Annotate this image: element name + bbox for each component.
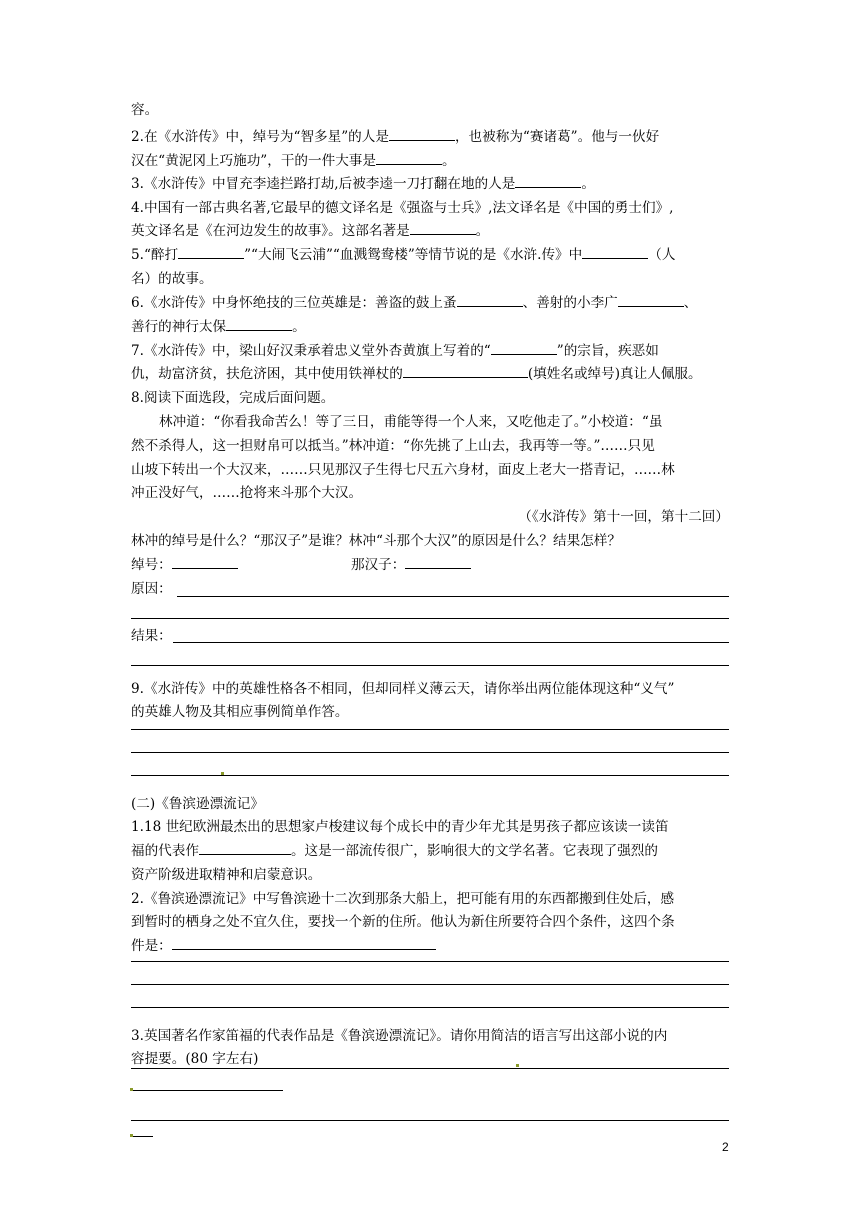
- answer-line[interactable]: [131, 775, 729, 776]
- robinson-q2-line-1: 2.《鲁滨逊漂流记》中写鲁滨逊十二次到那条大船上，把可能有用的东西都搬到住处后，感: [131, 891, 675, 907]
- answer-line[interactable]: [131, 752, 729, 753]
- robinson-q1-line-3: 资产阶级进取精神和启蒙意识。: [131, 867, 322, 883]
- scan-speck: [130, 1134, 133, 1137]
- answer-line[interactable]: [131, 961, 729, 962]
- answer-blank[interactable]: [172, 935, 436, 950]
- question-7-line-2: 仇，劫富济贫，扶危济困，其中使用铁禅杖的 (填姓名或绰号)真让人佩服。: [131, 363, 702, 385]
- question-2-line-2: 汉在“黄泥冈上巧施功”，干的一件大事是 。: [131, 150, 456, 172]
- question-6-line-1: 6.《水浒传》中身怀绝技的三位英雄是：善盗的鼓上蚤 、善射的小李广 、: [131, 292, 697, 314]
- text-line: 容。: [131, 102, 159, 118]
- scan-speck: [516, 1064, 519, 1067]
- question-4-line-1: 4.中国有一部古典名著,它最早的德文译名是《强盗与士兵》,法文译名是《中国的勇士们》,: [131, 200, 674, 216]
- nickname-field: 绰号：: [131, 554, 238, 576]
- question-8-heading: 8.阅读下面选段，完成后面问题。: [131, 390, 335, 406]
- page-number: 2: [722, 1140, 729, 1154]
- answer-blank[interactable]: [199, 840, 291, 855]
- answer-blank[interactable]: [582, 244, 648, 259]
- answer-blank[interactable]: [410, 220, 476, 235]
- question-5-line-2: 名）的故事。: [131, 271, 213, 287]
- robinson-q2-line-3: 件是：: [131, 935, 436, 957]
- question-9-line-2: 的英雄人物及其相应事例简单作答。: [131, 704, 349, 720]
- answer-blank[interactable]: [515, 173, 581, 188]
- answer-line[interactable]: [131, 1136, 153, 1137]
- question-5-line-1: 5.“醉打 ”“大闹飞云浦”“血溅鸳鸯楼”等情节说的是《水浒.传》中 （人: [131, 244, 675, 266]
- question-6-line-2: 善行的神行太保 。: [131, 316, 306, 338]
- question-2-line-1: 2.在《水浒传》中，绰号为“智多星”的人是 ，也被称为“赛诸葛”。他与一伙好: [131, 126, 659, 148]
- nickname-blank[interactable]: [172, 554, 238, 569]
- passage-source: （《水浒传》第十一回，第十二回）: [518, 509, 729, 525]
- that-man-field: 那汉子：: [351, 554, 471, 576]
- robinson-q2-line-2: 到暂时的栖身之处不宜久住，要找一个新的住所。他认为新住所要符合四个条件，这四个条: [131, 914, 675, 930]
- robinson-q1-line-1: 1.18 世纪欧洲最杰出的思想家卢梭建议每个成长中的青少年尤其是男孩子都应该读一读笛: [131, 819, 669, 835]
- answer-line[interactable]: [131, 729, 729, 730]
- reason-answer-line[interactable]: [177, 596, 729, 597]
- passage-line: 山坡下转出一个大汉来，……只见那汉子生得七尺五六身材，面皮上老大一搭青记，……林: [131, 462, 675, 478]
- result-label: 结果：: [131, 628, 172, 644]
- section-heading: (二)《鲁滨逊漂流记》: [131, 796, 264, 812]
- passage-line: 冲正没好气，……抢将来斗那个大汉。: [131, 485, 363, 501]
- passage-line: 林冲道：“你看我命苦么！等了三日，甫能等得一个人来，又吃他走了。”小校道：“虽: [159, 414, 663, 430]
- question-4-line-2: 英文译名是《在河边发生的故事》。这部名著是 。: [131, 220, 489, 242]
- answer-blank[interactable]: [403, 363, 528, 378]
- answer-blank[interactable]: [226, 316, 292, 331]
- answer-line[interactable]: [131, 984, 729, 985]
- answer-blank[interactable]: [389, 126, 455, 141]
- answer-blank[interactable]: [178, 244, 244, 259]
- passage-line: 然不杀得人，这一担财帛可以抵当。”林冲道：“你先挑了上山去，我再等一等。”……只见: [131, 438, 655, 454]
- answer-line[interactable]: [131, 1007, 729, 1008]
- reason-label: 原因：: [131, 581, 172, 597]
- robinson-q3-line-1: 3.英国著名作家笛福的代表作品是《鲁滨逊漂流记》。请你用简洁的语言写出这部小说的内: [131, 1028, 668, 1044]
- result-answer-line[interactable]: [173, 642, 729, 643]
- robinson-q1-line-2: 福的代表作 。这是一部流传很广，影响很大的文学名著。它表现了强烈的: [131, 840, 658, 862]
- scan-speck: [130, 1088, 133, 1091]
- answer-line[interactable]: [131, 1068, 729, 1069]
- robinson-q3-line-2: 容提要。(80 字左右): [131, 1051, 259, 1067]
- question-7-line-1: 7.《水浒传》中，梁山好汉秉承着忠义堂外杏黄旗上写着的“ ”的宗旨，疾恶如: [131, 340, 659, 362]
- question-8-prompt: 林冲的绰号是什么？“那汉子”是谁？林冲“斗那个大汉”的原因是什么？结果怎样？: [131, 533, 621, 549]
- question-3: 3.《水浒传》中冒充李逵拦路打劫,后被李逵一刀打翻在地的人是 。: [131, 173, 595, 195]
- result-answer-line[interactable]: [131, 665, 729, 666]
- answer-blank[interactable]: [491, 340, 557, 355]
- answer-blank[interactable]: [618, 292, 684, 307]
- question-9-line-1: 9.《水浒传》中的英雄性格各不相同，但却同样义薄云天，请你举出两位能体现这种“义气”: [131, 681, 675, 697]
- answer-blank[interactable]: [376, 150, 442, 165]
- answer-line[interactable]: [131, 1120, 729, 1121]
- answer-blank[interactable]: [457, 292, 523, 307]
- answer-line[interactable]: [131, 1090, 283, 1091]
- that-man-blank[interactable]: [405, 554, 471, 569]
- scan-speck: [221, 772, 224, 775]
- reason-answer-line[interactable]: [131, 618, 729, 619]
